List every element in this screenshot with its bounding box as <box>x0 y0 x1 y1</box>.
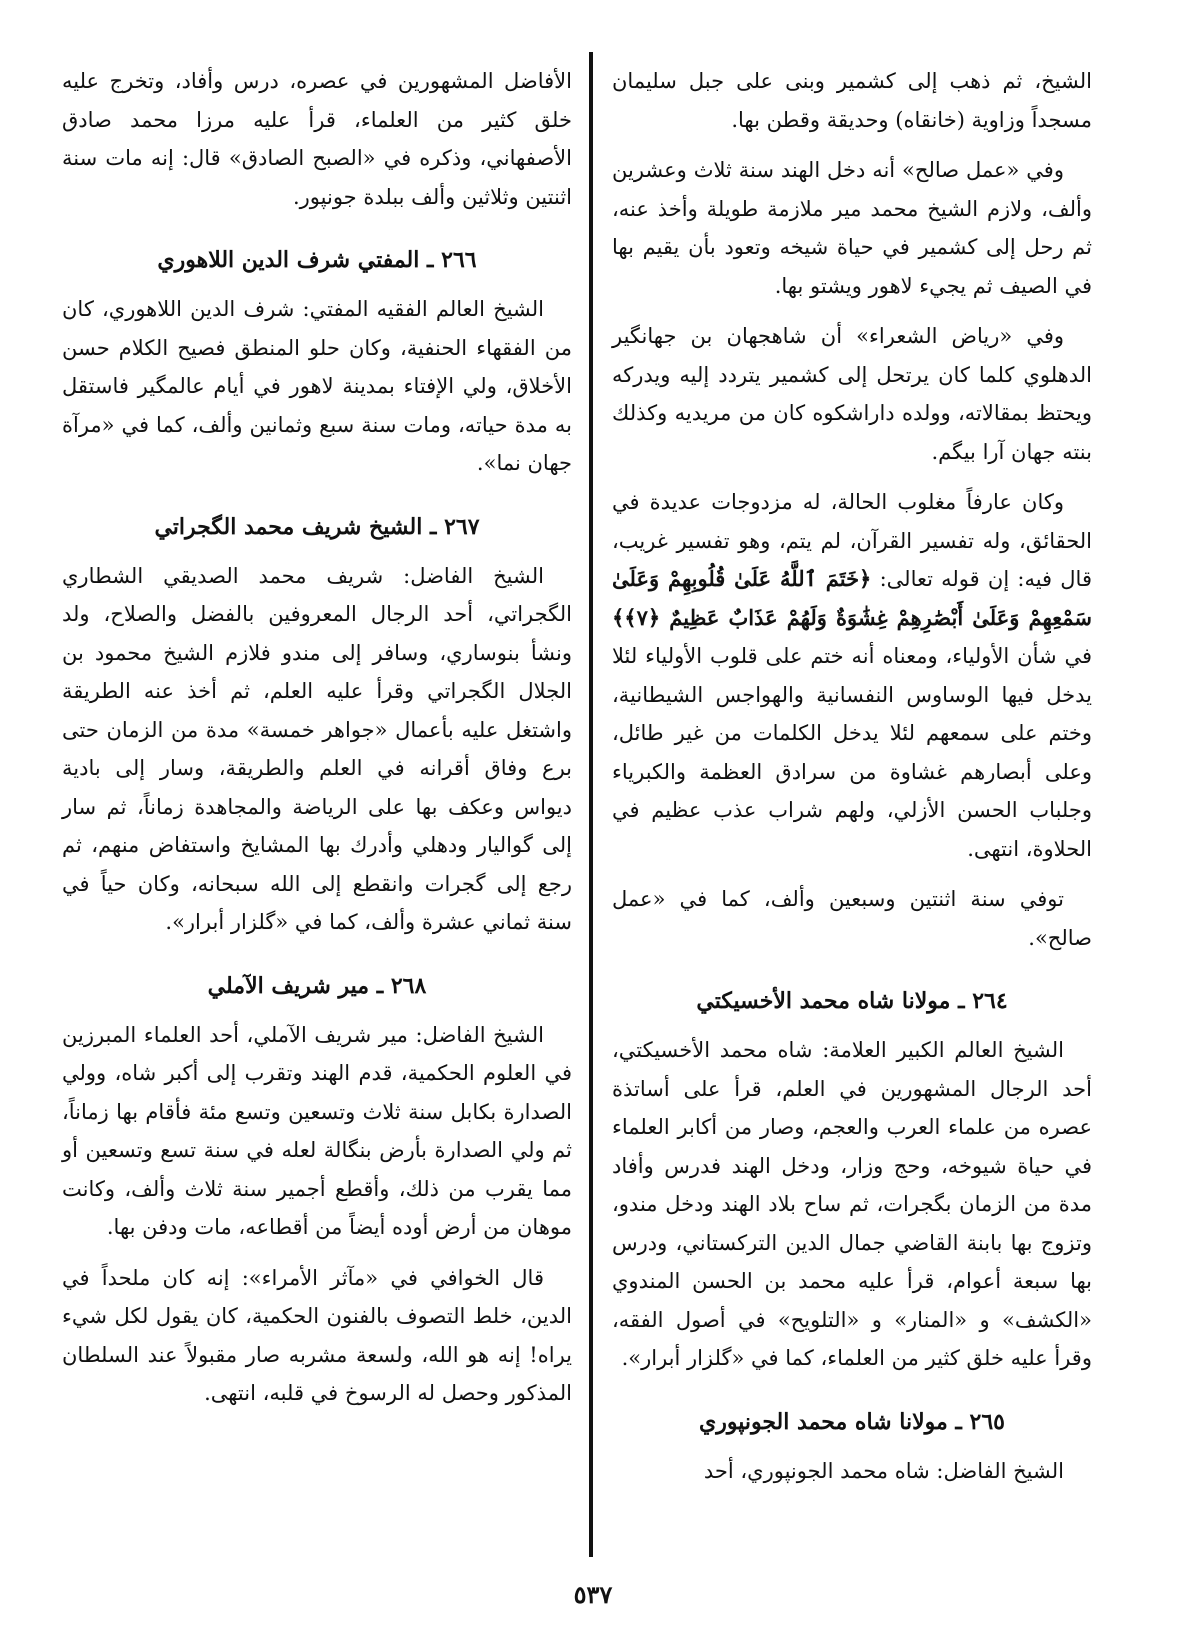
quran-verse: ﴿خَتَمَ ٱللَّهُ عَلَىٰ قُلُوبِهِمْ وَعَلَىٰ سَمْعِهِمْ وَعَلَىٰ أَبْصَٰرِهِمْ غِشَٰوَةٌ وَلَهُمْ عَذَابٌ عَظِيمٌ ﴿٧﴾﴾ <box>612 566 1092 630</box>
column-divider <box>589 52 593 1557</box>
page-number: ٥٣٧ <box>573 1580 613 1609</box>
entry-heading-268: ٢٦٨ ـ مير شريف الآملي <box>207 972 427 999</box>
paragraph: الشيخ، ثم ذهب إلى كشمير وبنى على جبل سليمان مسجداً وزاوية (خانقاه) وحديقة وقطن بها. <box>612 69 1092 132</box>
paragraph: وفي «عمل صالح» أنه دخل الهند سنة ثلاث وعشرين وألف، ولازم الشيخ محمد مير ملازمة طويلة وأخذ عنه، ثم رحل إلى كشمير في حياة شيخه وتعود بأن يقيم بها في الصيف ثم يجيء لاهور ويشتو بها. <box>612 158 1092 298</box>
entry-heading-266: ٢٦٦ ـ المفتي شرف الدين اللاهوري <box>157 247 477 273</box>
entry-heading-265: ٢٦٥ ـ مولانا شاه محمد الجونپوري <box>699 1408 1005 1435</box>
paragraph-text: وكان عارفاً مغلوب الحالة، له مزدوجات عديدة في الحقائق، وله تفسير القرآن، لم يتم، وهو تفسير غريب، قال فيه: إن قوله تعالى: <box>612 490 1092 591</box>
paragraph-text: في شأن الأولياء، ومعناه أنه ختم على قلوب الأولياء لئلا يدخل فيها الوساوس النفسانية والهواجس الشيطانية، وختم على سمعهم لئلا يدخل الكلمات من غير طائل، وعلى أبصارهم غشاوة من سرادق العظمة والكبرياء وجلباب الحسن الأزلي، ولهم شراب عذب عظيم في الحلاوة، انتهى. <box>612 644 1092 861</box>
paragraph-with-quran-verse <box>612 483 1092 868</box>
right-column <box>612 62 1092 1502</box>
entry-heading-267: ٢٦٧ ـ الشيخ شريف محمد الگجراتي <box>154 513 480 540</box>
paragraph: وفي «رياض الشعراء» أن شاهجهان بن جهانگير الدهلوي كلما كان يرتحل إلى كشمير يتردد إليه ويدركه ويحتظ بمقالاته، وولده داراشكوه كان من مريديه وكذلك بنته جهان آرا بيگم. <box>612 324 1092 464</box>
paragraph: الشيخ الفاضل: شاه محمد الجونپوري، أحد <box>703 1458 1064 1483</box>
left-column <box>62 62 572 1425</box>
paragraph: الشيخ الفاضل: مير شريف الآملي، أحد العلماء المبرزين في العلوم الحكمية، قدم الهند وتقرب إلى أكبر شاه، وولي الصدارة بكابل سنة ثلاث وتسعين وتسع مئة فأقام بها زماناً، ثم ولي الصدارة بأرض بنگالة لعله في سنة تسع وتسعين أو مما يقرب من ذلك، وأقطع أجمير سنة ثلاث وألف، وكانت موهان من أرض أوده أيضاً من أقطاعه، مات ودفن بها. <box>62 1022 572 1239</box>
paragraph: الشيخ العالم الكبير العلامة: شاه محمد الأخسيكتي، أحد الرجال المشهورين في العلم، قرأ على أساتذة عصره من علماء العرب والعجم، وصار من أكابر العلماء في حياة شيوخه، وحج وزار، ودخل الهند فدرس وأفاد مدة من الزمان بگجرات، ثم ساح بلاد الهند ودخل مندو، وتزوج بها بابنة القاضي جمال الدين التركستاني، ودرس بها سبعة أعوام، قرأ عليه محمد بن الحسن المندوي «الكشف» و «المنار» و «التلويح» في أصول الفقه، وقرأ عليه خلق كثير من العلماء، كما في «گلزار أبرار». <box>612 1038 1092 1370</box>
paragraph: توفي سنة اثنتين وسبعين وألف، كما في «عمل صالح». <box>612 887 1092 950</box>
paragraph: قال الخوافي في «مآثر الأمراء»: إنه كان ملحداً في الدين، خلط التصوف بالفنون الحكمية، كان يقول لكل شيء يراه! إنه هو الله، ولسعة مشربه صار مقبولاً عند السلطان المذكور وحصل له الرسوخ في قلبه، انتهى. <box>62 1265 572 1405</box>
paragraph: الشيخ الفاضل: شريف محمد الصديقي الشطاري الگجراتي، أحد الرجال المعروفين بالفضل والصلاح، ولد ونشأ بنوساري، وسافر إلى مندو فلازم الشيخ محمود بن الجلال الگجراتي وقرأ عليه العلم، ثم أخذ عنه الطريقة واشتغل عليه بأعمال «جواهر خمسة» مدة من الزمان حتى برع وفاق أقرانه في العلم والطريقة، وسار إلى بادية ديواس وعكف بها على الرياضة والمجاهدة زماناً، ثم سار إلى گواليار ودهلي وأدرك بها المشايخ واستفاض منهم، ثم رجع إلى گجرات وانقطع إلى الله سبحانه، وكان حياً في سنة ثماني عشرة وألف، كما في «گلزار أبرار». <box>62 563 572 934</box>
paragraph: الأفاضل المشهورين في عصره، درس وأفاد، وتخرج عليه خلق كثير من العلماء، قرأ عليه مرزا محمد صادق الأصفهاني، وذكره في «الصبح الصادق» قال: إنه مات سنة اثنتين وثلاثين وألف ببلدة جونپور. <box>62 69 572 209</box>
paragraph: الشيخ العالم الفقيه المفتي: شرف الدين اللاهوري، كان من الفقهاء الحنفية، وكان حلو المنطق فصيح الكلام حسن الأخلاق، ولي الإفتاء بمدينة لاهور في أيام عالمگير فاستقل به مدة حياته، ومات سنة سبع وثمانين وألف، كما في «مرآة جهان نما». <box>62 297 572 475</box>
entry-heading-264: ٢٦٤ ـ مولانا شاه محمد الأخسيكتي <box>696 988 1008 1014</box>
